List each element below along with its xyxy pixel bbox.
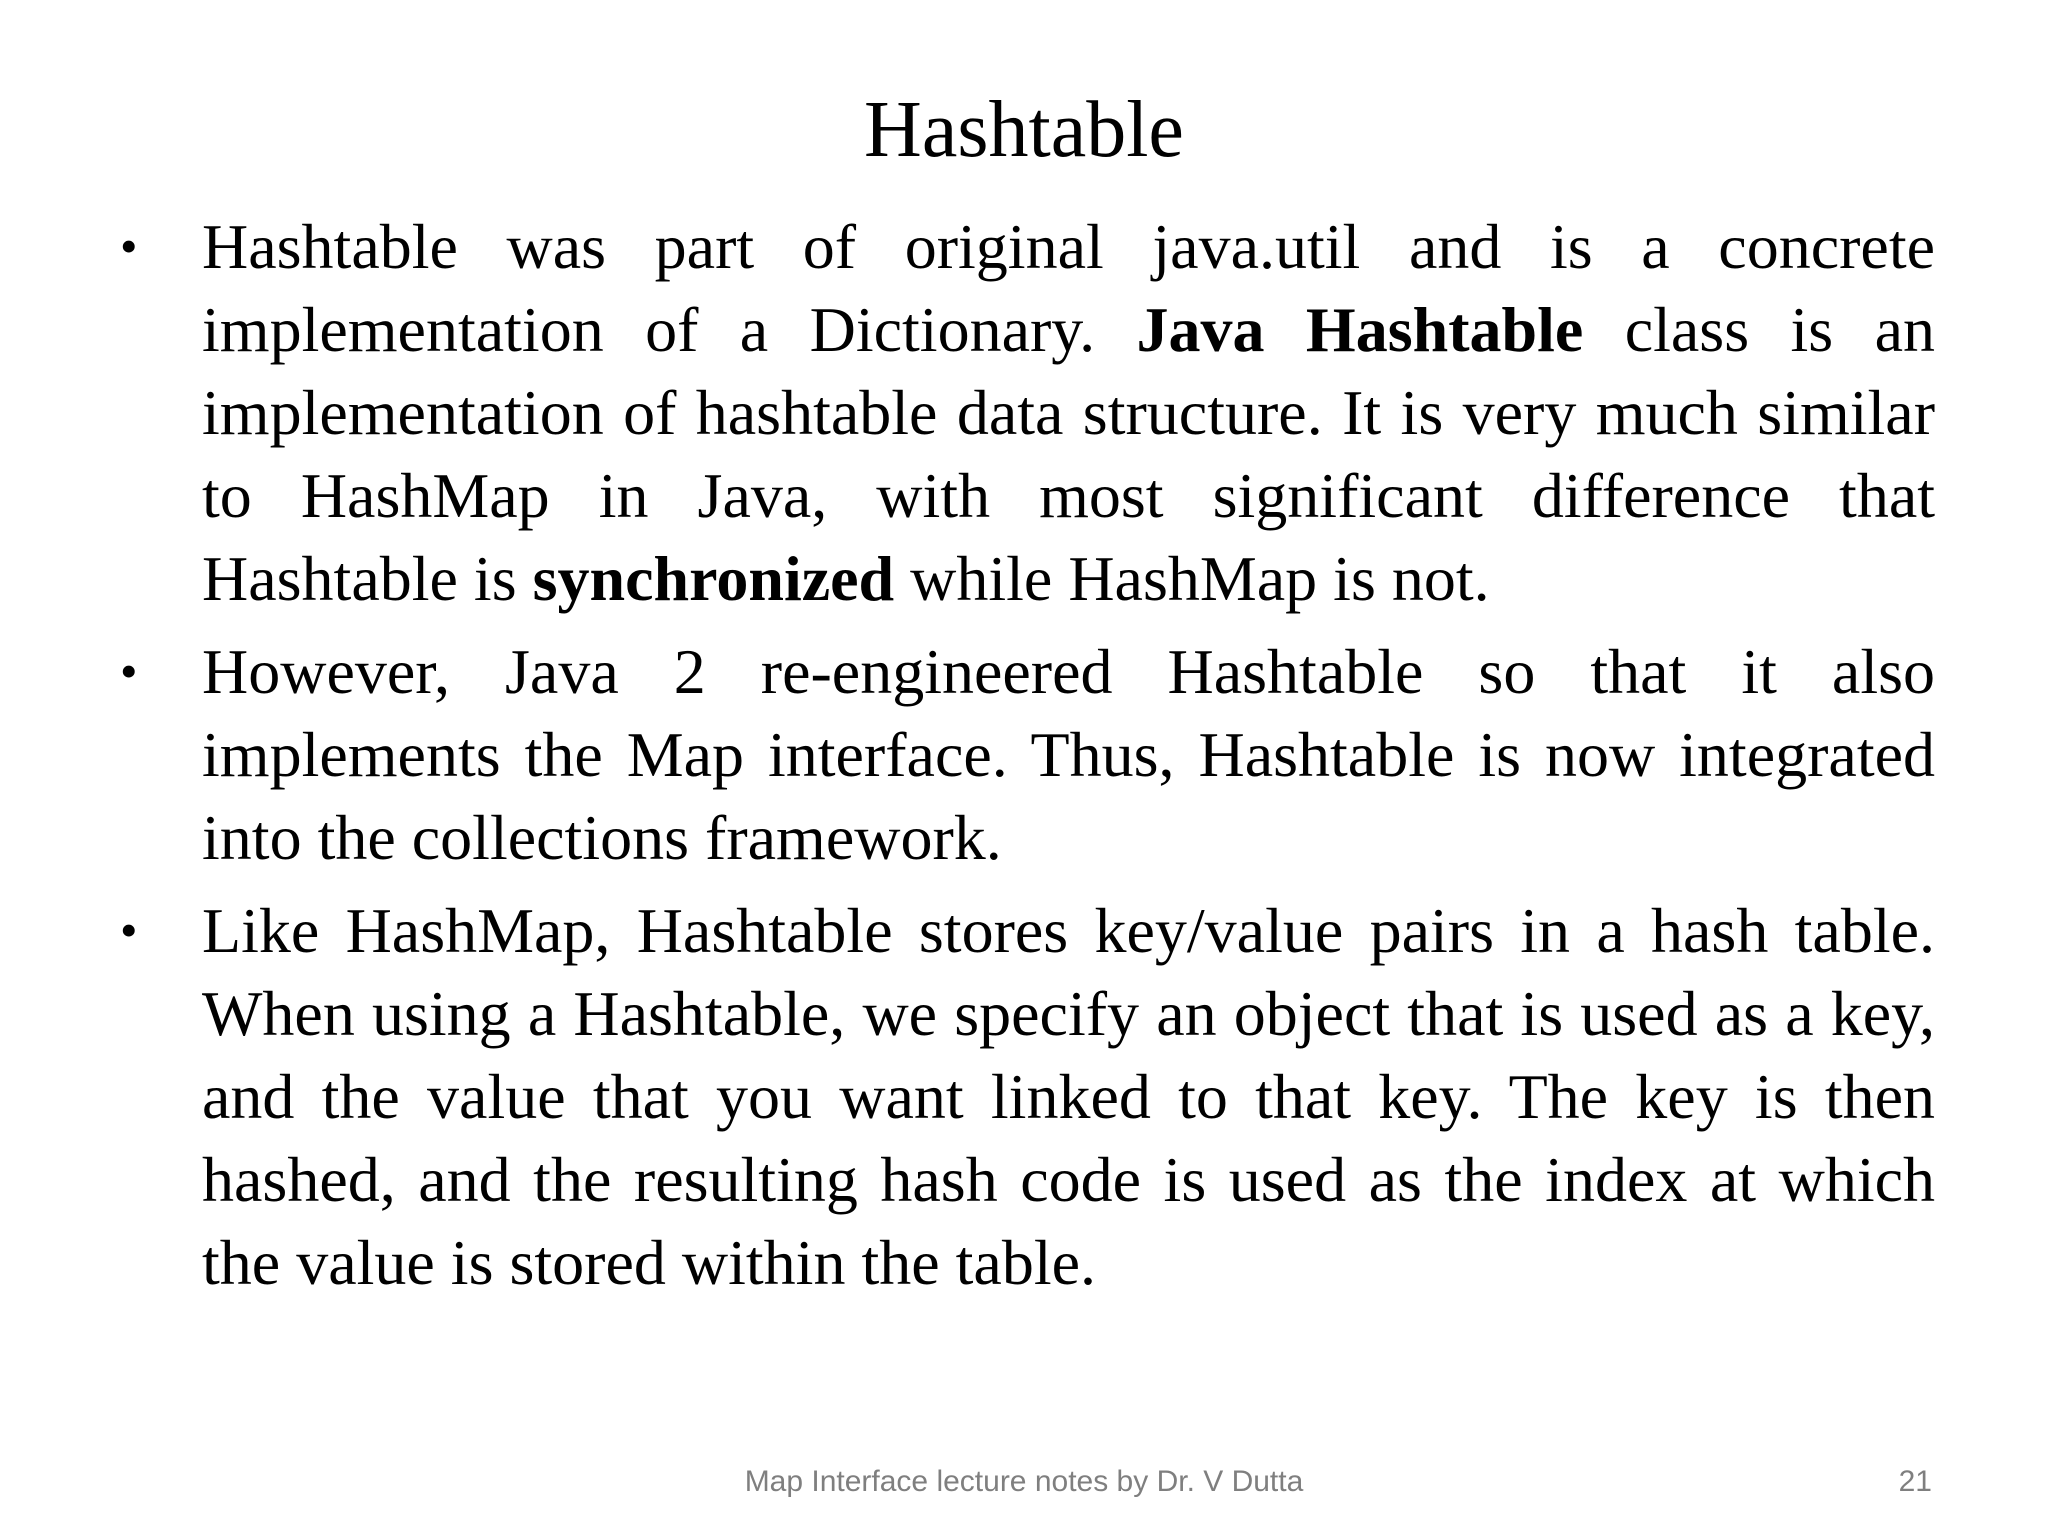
bold-text: Java Hashtable — [1136, 294, 1584, 365]
bullet-text: Hashtable was part of original java.util and is a concrete implementation of a Dictionary. — [202, 211, 1935, 365]
bullet-icon: • — [120, 643, 138, 699]
bullet-text: Like HashMap, Hashtable stores key/value pairs in a hash table. When using a Hashtable, we specify an object that is used as a key, and the value that you want linked to that key. The key is then hashed, and the resulting hash code is used as the index at which the value is stored within the table. — [202, 895, 1935, 1298]
bold-text: synchronized — [532, 543, 895, 614]
bullet-text: HashMap in Java, with most significant difference that Hashtable is — [202, 460, 1936, 614]
footer-text: Map Interface lecture notes by Dr. V Dutta — [744, 1465, 1304, 1498]
bullet-icon: • — [120, 218, 138, 274]
bullet-text: However, Java 2 re-engineered Hashtable so that it also implements the Map interface. Thus, Hashtable is now integrated into the collections framework. — [202, 636, 1935, 873]
bullet-item — [120, 205, 1935, 620]
bullet-icon: • — [120, 902, 138, 958]
slide-title: Hashtable — [864, 86, 1184, 174]
bullet-list — [120, 205, 1935, 1314]
bullet-text: while HashMap is not. — [894, 543, 1490, 614]
page-number: 21 — [1898, 1465, 1932, 1498]
bullet-text: class is an implementation of hashtable data structure. It is very much similar to — [202, 294, 1936, 531]
bullet-item — [120, 889, 1935, 1304]
bullet-item — [120, 630, 1935, 879]
